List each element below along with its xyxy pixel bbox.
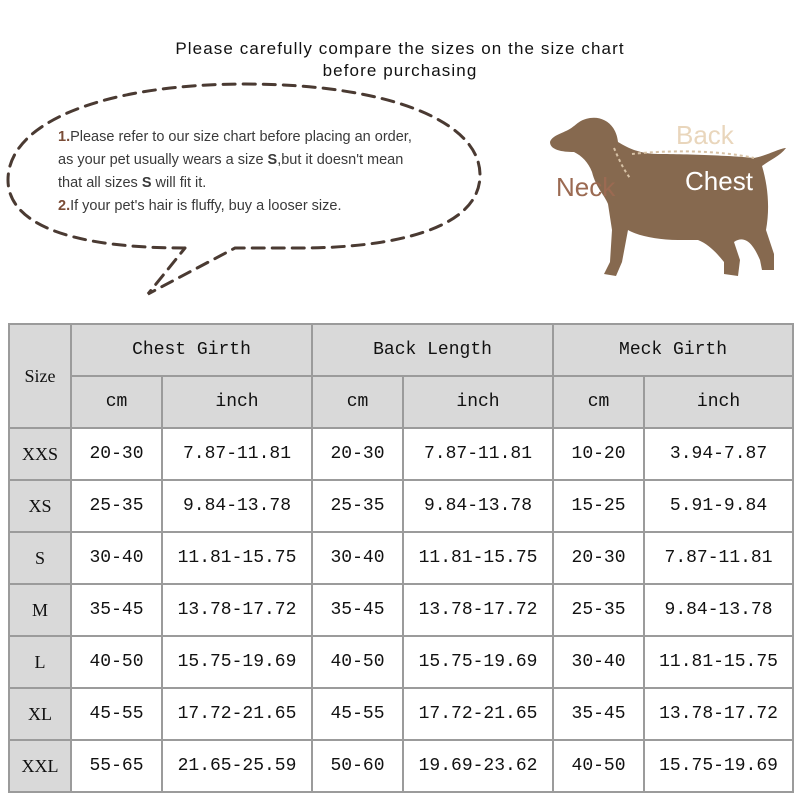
table-cell: 13.78-17.72 (403, 584, 553, 636)
table-cell: 25-35 (553, 584, 644, 636)
table-cell: 7.87-11.81 (162, 428, 312, 480)
note-2-number: 2. (58, 198, 71, 214)
note-2 (58, 195, 478, 218)
table-cell: 25-35 (71, 480, 162, 532)
back-label: Back (676, 120, 734, 150)
size-header: Size (9, 324, 71, 428)
size-cell: S (9, 532, 71, 584)
note-1-text-a: Please refer to our size chart before placing an order, (70, 129, 412, 145)
table-cell: 35-45 (312, 584, 403, 636)
table-cell: 5.91-9.84 (644, 480, 793, 532)
table-cell: 17.72-21.65 (403, 688, 553, 740)
unit-header: inch (403, 376, 553, 428)
unit-header: cm (71, 376, 162, 428)
table-cell: 9.84-13.78 (644, 584, 793, 636)
back-length-header: Back Length (312, 324, 553, 376)
size-cell: XXS (9, 428, 71, 480)
note-1-text-d: that all sizes (58, 175, 142, 191)
note-1-line-2 (58, 149, 478, 172)
table-cell: 13.78-17.72 (644, 688, 793, 740)
table-cell: 11.81-15.75 (403, 532, 553, 584)
heading-line-2: before purchasing (322, 61, 478, 80)
table-cell: 7.87-11.81 (644, 532, 793, 584)
table-cell: 40-50 (553, 740, 644, 792)
table-cell: 21.65-25.59 (162, 740, 312, 792)
chest-label: Chest (685, 166, 753, 196)
table-cell: 3.94-7.87 (644, 428, 793, 480)
size-cell: XL (9, 688, 71, 740)
unit-header: inch (644, 376, 793, 428)
table-row (9, 740, 793, 792)
size-cell: XS (9, 480, 71, 532)
table-cell: 45-55 (312, 688, 403, 740)
table-cell: 7.87-11.81 (403, 428, 553, 480)
table-cell: 17.72-21.65 (162, 688, 312, 740)
table-cell: 15.75-19.69 (644, 740, 793, 792)
neck-girth-header: Meck Girth (553, 324, 793, 376)
size-cell: L (9, 636, 71, 688)
table-cell: 20-30 (553, 532, 644, 584)
note-2-text: If your pet's hair is fluffy, buy a looser size. (70, 198, 342, 214)
table-row (9, 532, 793, 584)
size-chart-table (8, 323, 794, 793)
table-cell: 11.81-15.75 (644, 636, 793, 688)
table-cell: 20-30 (71, 428, 162, 480)
table-cell: 55-65 (71, 740, 162, 792)
table-cell: 9.84-13.78 (403, 480, 553, 532)
table-cell: 35-45 (71, 584, 162, 636)
table-cell: 9.84-13.78 (162, 480, 312, 532)
note-1-line-3 (58, 172, 478, 195)
note-1-line-1 (58, 126, 478, 149)
heading-line-1: Please carefully compare the sizes on the size chart (175, 39, 625, 58)
table-cell: 19.69-23.62 (403, 740, 553, 792)
unit-header-row (9, 376, 793, 428)
unit-header: cm (312, 376, 403, 428)
unit-header: inch (162, 376, 312, 428)
note-1-size-s-2: S (141, 175, 152, 191)
table-row (9, 688, 793, 740)
notes-text (58, 126, 478, 218)
table-cell: 40-50 (71, 636, 162, 688)
note-1-size-s: S (267, 152, 278, 168)
table-cell: 30-40 (312, 532, 403, 584)
table-cell: 15.75-19.69 (403, 636, 553, 688)
table-row (9, 636, 793, 688)
table-cell: 13.78-17.72 (162, 584, 312, 636)
table-cell: 11.81-15.75 (162, 532, 312, 584)
size-cell: XXL (9, 740, 71, 792)
table-cell: 15-25 (553, 480, 644, 532)
table-row (9, 480, 793, 532)
table-cell: 30-40 (71, 532, 162, 584)
chest-girth-header: Chest Girth (71, 324, 312, 376)
table-row (9, 584, 793, 636)
table-cell: 50-60 (312, 740, 403, 792)
table-row (9, 428, 793, 480)
note-1-text-e: will fit it. (151, 175, 207, 191)
table-cell: 25-35 (312, 480, 403, 532)
table-cell: 35-45 (553, 688, 644, 740)
unit-header: cm (553, 376, 644, 428)
note-1-text-b: as your pet usually wears a size (58, 152, 268, 168)
note-1-number: 1. (58, 129, 71, 145)
table-cell: 45-55 (71, 688, 162, 740)
size-cell: M (9, 584, 71, 636)
note-1-text-c: ,but it doesn't mean (277, 152, 404, 168)
table-cell: 15.75-19.69 (162, 636, 312, 688)
table-cell: 10-20 (553, 428, 644, 480)
table-cell: 40-50 (312, 636, 403, 688)
table-cell: 30-40 (553, 636, 644, 688)
table-cell: 20-30 (312, 428, 403, 480)
neck-label: Neck (556, 172, 616, 202)
table-header-row (9, 324, 793, 376)
